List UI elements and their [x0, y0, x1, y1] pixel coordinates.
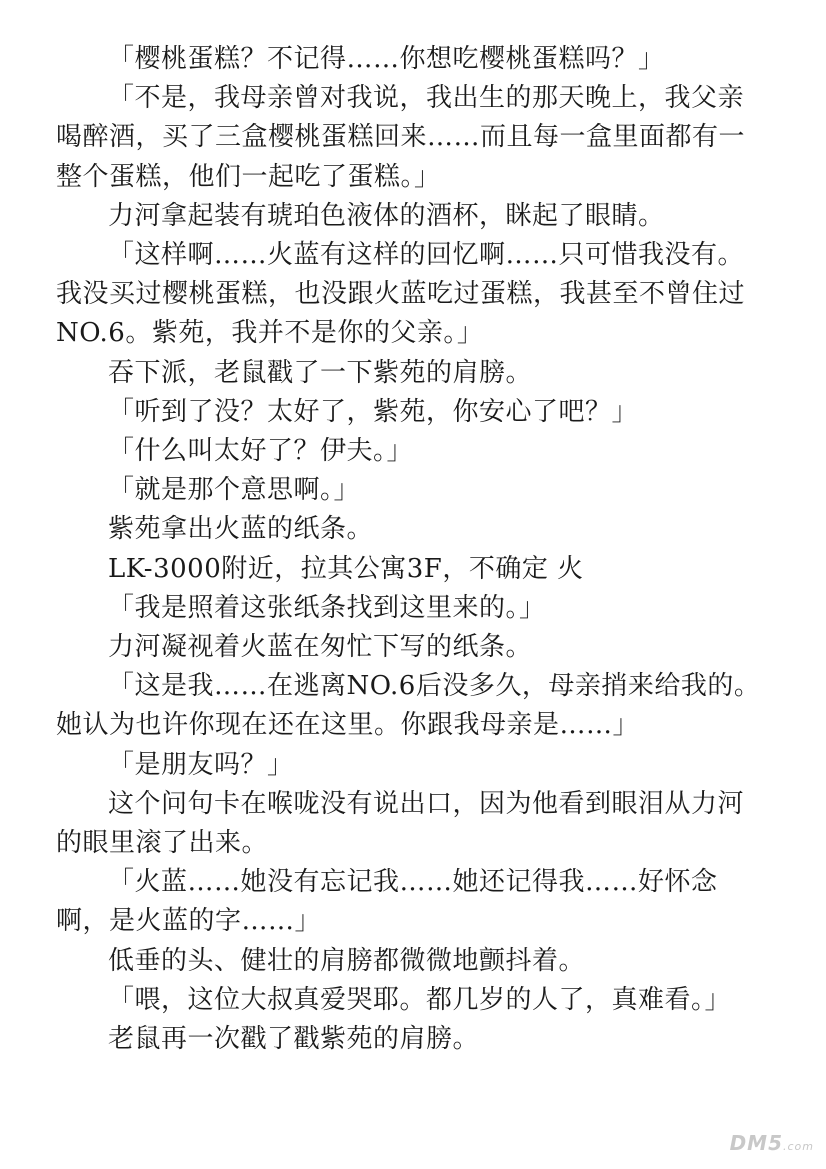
paragraph: 「是朋友吗？」 [108, 749, 294, 780]
paragraph: 力河拿起装有琥珀色液体的酒杯，眯起了眼睛。 [108, 200, 665, 231]
paragraph: 「听到了没？太好了，紫苑，你安心了吧？」 [108, 396, 639, 427]
paragraph: 力河凝视着火蓝在匆忙下写的纸条。 [108, 632, 533, 663]
paragraph: 「这样啊……火蓝有这样的回忆啊……只可惜我没有。我没买过樱桃蛋糕，也没跟火蓝吃过蛋糕，我甚至不曾住过NO.6。紫苑，我并不是你的父亲。」 [56, 240, 746, 349]
watermark-main: DM5 [729, 1131, 783, 1155]
paragraph: 紫苑拿出火蓝的纸条。 [108, 514, 374, 545]
paragraph: 这个问句卡在喉咙没有说出口，因为他看到眼泪从力河的眼里滚了出来。 [56, 788, 745, 859]
paragraph: 「这是我……在逃离NO.6后没多久，母亲捎来给我的。她认为也许你现在还在这里。你跟我母亲是……」 [56, 671, 761, 741]
paragraph: 「什么叫太好了？伊夫。」 [108, 436, 414, 467]
paragraph: 「樱桃蛋糕？不记得……你想吃樱桃蛋糕吗？」 [108, 44, 665, 74]
paragraph: 老鼠再一次戳了戳紫苑的肩膀。 [108, 1024, 480, 1055]
paragraph: 「火蓝……她没有忘记我……她还记得我……好怀念啊，是火蓝的字……」 [56, 867, 718, 937]
novel-page-text [56, 40, 768, 1059]
paragraph: 「我是照着这张纸条找到这里来的。」 [108, 592, 546, 623]
paragraph: LK-3000附近，拉其公寓3F，不确定 火 [108, 553, 584, 584]
site-watermark [730, 1131, 814, 1155]
paragraph: 低垂的头、健壮的肩膀都微微地颤抖着。 [108, 945, 586, 976]
paragraph: 「就是那个意思啊。」 [108, 475, 361, 506]
watermark-sub: .com [783, 1140, 814, 1153]
paragraph: 「不是，我母亲曾对我说，我出生的那天晚上，我父亲喝醉酒，买了三盒樱桃蛋糕回来……而且每一盒里面都有一整个蛋糕，他们一起吃了蛋糕。」 [56, 83, 746, 192]
paragraph: 「喂，这位大叔真爱哭耶。都几岁的人了，真难看。」 [108, 984, 732, 1015]
paragraph: 吞下派，老鼠戳了一下紫苑的肩膀。 [108, 357, 533, 388]
